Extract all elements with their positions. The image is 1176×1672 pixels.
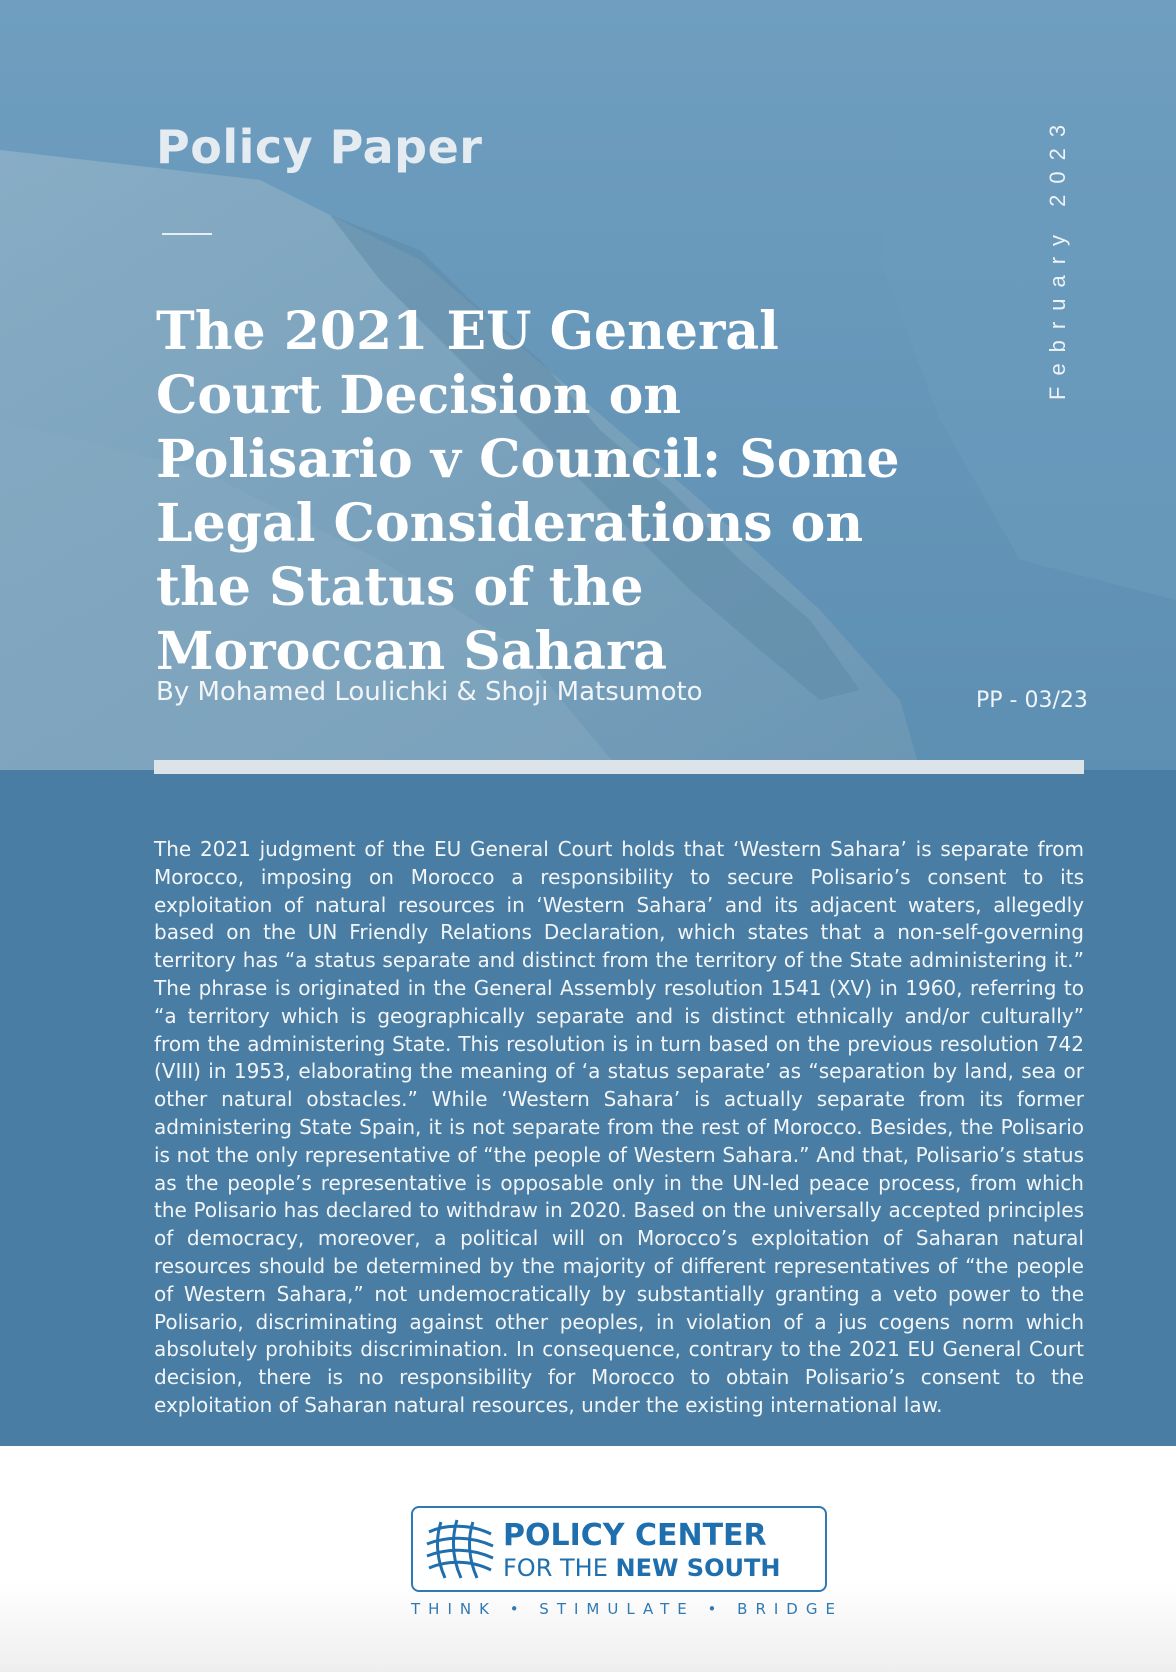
logo-tagline: THINK • STIMULATE • BRIDGE	[411, 1600, 843, 1618]
publication-date: February 2023	[1045, 113, 1070, 400]
globe-grid-icon	[425, 1518, 495, 1580]
document-title: The 2021 EU General Court Decision on Polisario v Council: Some Legal Considerations on the Status of the Moroccan Sahara	[156, 301, 900, 682]
authors-line: By Mohamed Loulichki & Shoji Matsumoto	[156, 677, 703, 707]
policy-center-logo	[411, 1506, 827, 1592]
section-divider-bar	[154, 760, 1084, 774]
logo-line-1: POLICY CENTER	[503, 1518, 767, 1553]
logo-line-2-prefix: FOR THE	[503, 1554, 616, 1582]
document-type-label: Policy Paper	[156, 120, 483, 174]
paper-reference: PP - 03/23	[976, 688, 1088, 713]
cover-hero	[0, 0, 1176, 770]
logo-line-2	[503, 1554, 780, 1582]
abstract-text: The 2021 judgment of the EU General Court holds that ‘Western Sahara’ is separate from Morocco, imposing on Morocco a responsibility to secure Polisario’s consent to its exploitation of natural resources in ‘Western Sahara’ and its adjacent waters, allegedly based on the UN Friendly Relations Declaration, which states that a non-self-governing territory has “a status separate and distinct from the territory of the State administering it.” The phrase is originated in the General Assembly resolution 1541 (XV) in 1960, referring to “a territory which is geographically separate and is distinct ethnically and/or culturally” from the administering State. This resolution is in turn based on the previous resolution 742 (VIII) in 1953, elaborating the meaning of ‘a status separate’ as “separation by land, sea or other natural obstacles.” While ‘Western Sahara’ is actually separate from its former administering State Spain, it is not separate from the rest of Morocco. Besides, the Polisario is not the only representative of “the people of Western Sahara.” And that, Polisario’s status as the people’s representative is opposable only in the UN-led peace process, from which the Polisario has declared to withdraw in 2020. Based on the universally accepted principles of democracy, moreover, a political will on Morocco’s exploitation of Saharan natural resources should be determined by the majority of different representatives of “the people of Western Sahara,” not undemocratically by substantially granting a veto power to the Polisario, discriminating against other peoples, in violation of a jus cogens norm which absolutely prohibits discrimination. In consequence, contrary to the 2021 EU General Court decision, there is no responsibility for Morocco to obtain Polisario’s consent to the exploitation of Saharan natural resources, under the existing international law.	[154, 837, 1084, 1417]
logo-line-2-bold: NEW SOUTH	[615, 1554, 781, 1582]
title-divider	[162, 233, 212, 235]
